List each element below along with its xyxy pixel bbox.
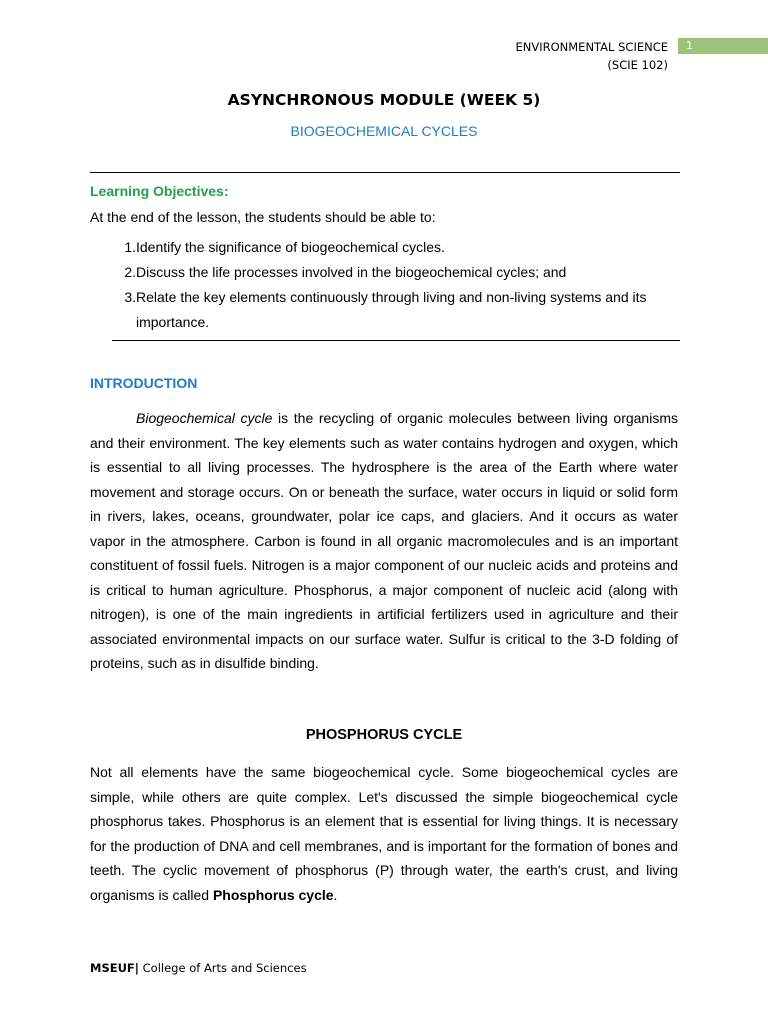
footer-college: College of Arts and Sciences bbox=[138, 961, 307, 975]
list-item-number: 2. bbox=[124, 264, 136, 280]
module-subtitle: BIOGEOCHEMICAL CYCLES bbox=[290, 123, 478, 139]
introduction-body: is the recycling of organic molecules between living organisms and their environment. The key elements such as water contains hydrogen and oxygen, which is essential to all living processes. The hydrosphere is the area of the Earth where water movement and storage occurs. On or beneath the surface, water occurs in liquid or solid form in rivers, lakes, oceans, groundwater, polar ice caps, and glaciers. And it occurs as water vapor in the atmosphere. Carbon is found in all organic macromolecules and is an important constituent of fossil fuels. Nitrogen is a major component of our nucleic acids and proteins and is critical to human agriculture. Phosphorus, a major component of nucleic acid (along with nitrogen), is one of the main ingredients in artificial fertilizers used in agriculture and their associated environmental impacts on our surface water. Sulfur is critical to the 3-D folding of proteins, such as in disulfide binding. bbox=[90, 410, 678, 671]
list-item-number: 3. bbox=[124, 289, 136, 305]
running-header bbox=[515, 38, 668, 74]
introduction-paragraph bbox=[90, 406, 678, 676]
page-footer bbox=[90, 961, 307, 975]
phosphorus-cycle-heading: PHOSPHORUS CYCLE bbox=[305, 727, 463, 743]
list-item-text: Discuss the life processes involved in the biogeochemical cycles; and bbox=[136, 264, 567, 280]
list-item-text: Identify the significance of biogeochemical cycles. bbox=[136, 239, 445, 255]
course-title: ENVIRONMENTAL SCIENCE bbox=[515, 40, 668, 54]
list-item-text: Relate the key elements continuously through living and non-living systems and its importance. bbox=[136, 289, 647, 330]
phosphorus-cycle-end: . bbox=[333, 886, 338, 903]
phosphorus-cycle-paragraph bbox=[90, 760, 678, 907]
page-number-badge bbox=[678, 38, 768, 54]
objectives-divider bbox=[112, 340, 680, 341]
objectives-list bbox=[90, 235, 670, 335]
footer-institution: MSEUF| bbox=[90, 961, 139, 975]
learning-objectives-intro: At the end of the lesson, the students should be able to: bbox=[90, 209, 436, 225]
phosphorus-cycle-term: Phosphorus cycle bbox=[212, 886, 334, 903]
course-code: (SCIE 102) bbox=[607, 58, 668, 72]
introduction-lead-term: Biogeochemical cycle bbox=[136, 410, 273, 426]
list-item bbox=[90, 235, 670, 260]
list-item bbox=[90, 285, 670, 335]
phosphorus-cycle-body: Not all elements have the same biogeochemical cycle. Some biogeochemical cycles are simple, while others are quite complex. Let's discussed the simple biogeochemical cycle phosphorus takes. Phosphorus is an element that is essential for living things. It is necessary for the production of DNA and cell membranes, and is important for the formation of bones and teeth. The cyclic movement of phosphorus (P) through water, the earth's crust, and living organisms is called bbox=[90, 764, 678, 903]
learning-objectives-heading: Learning Objectives: bbox=[90, 183, 229, 199]
module-title: ASYNCHRONOUS MODULE (WEEK 5) bbox=[227, 91, 541, 109]
introduction-heading: INTRODUCTION bbox=[90, 375, 198, 391]
page-number: 1 bbox=[686, 39, 693, 52]
list-item bbox=[90, 260, 670, 285]
top-divider bbox=[90, 172, 680, 173]
list-item-number: 1. bbox=[124, 239, 136, 255]
